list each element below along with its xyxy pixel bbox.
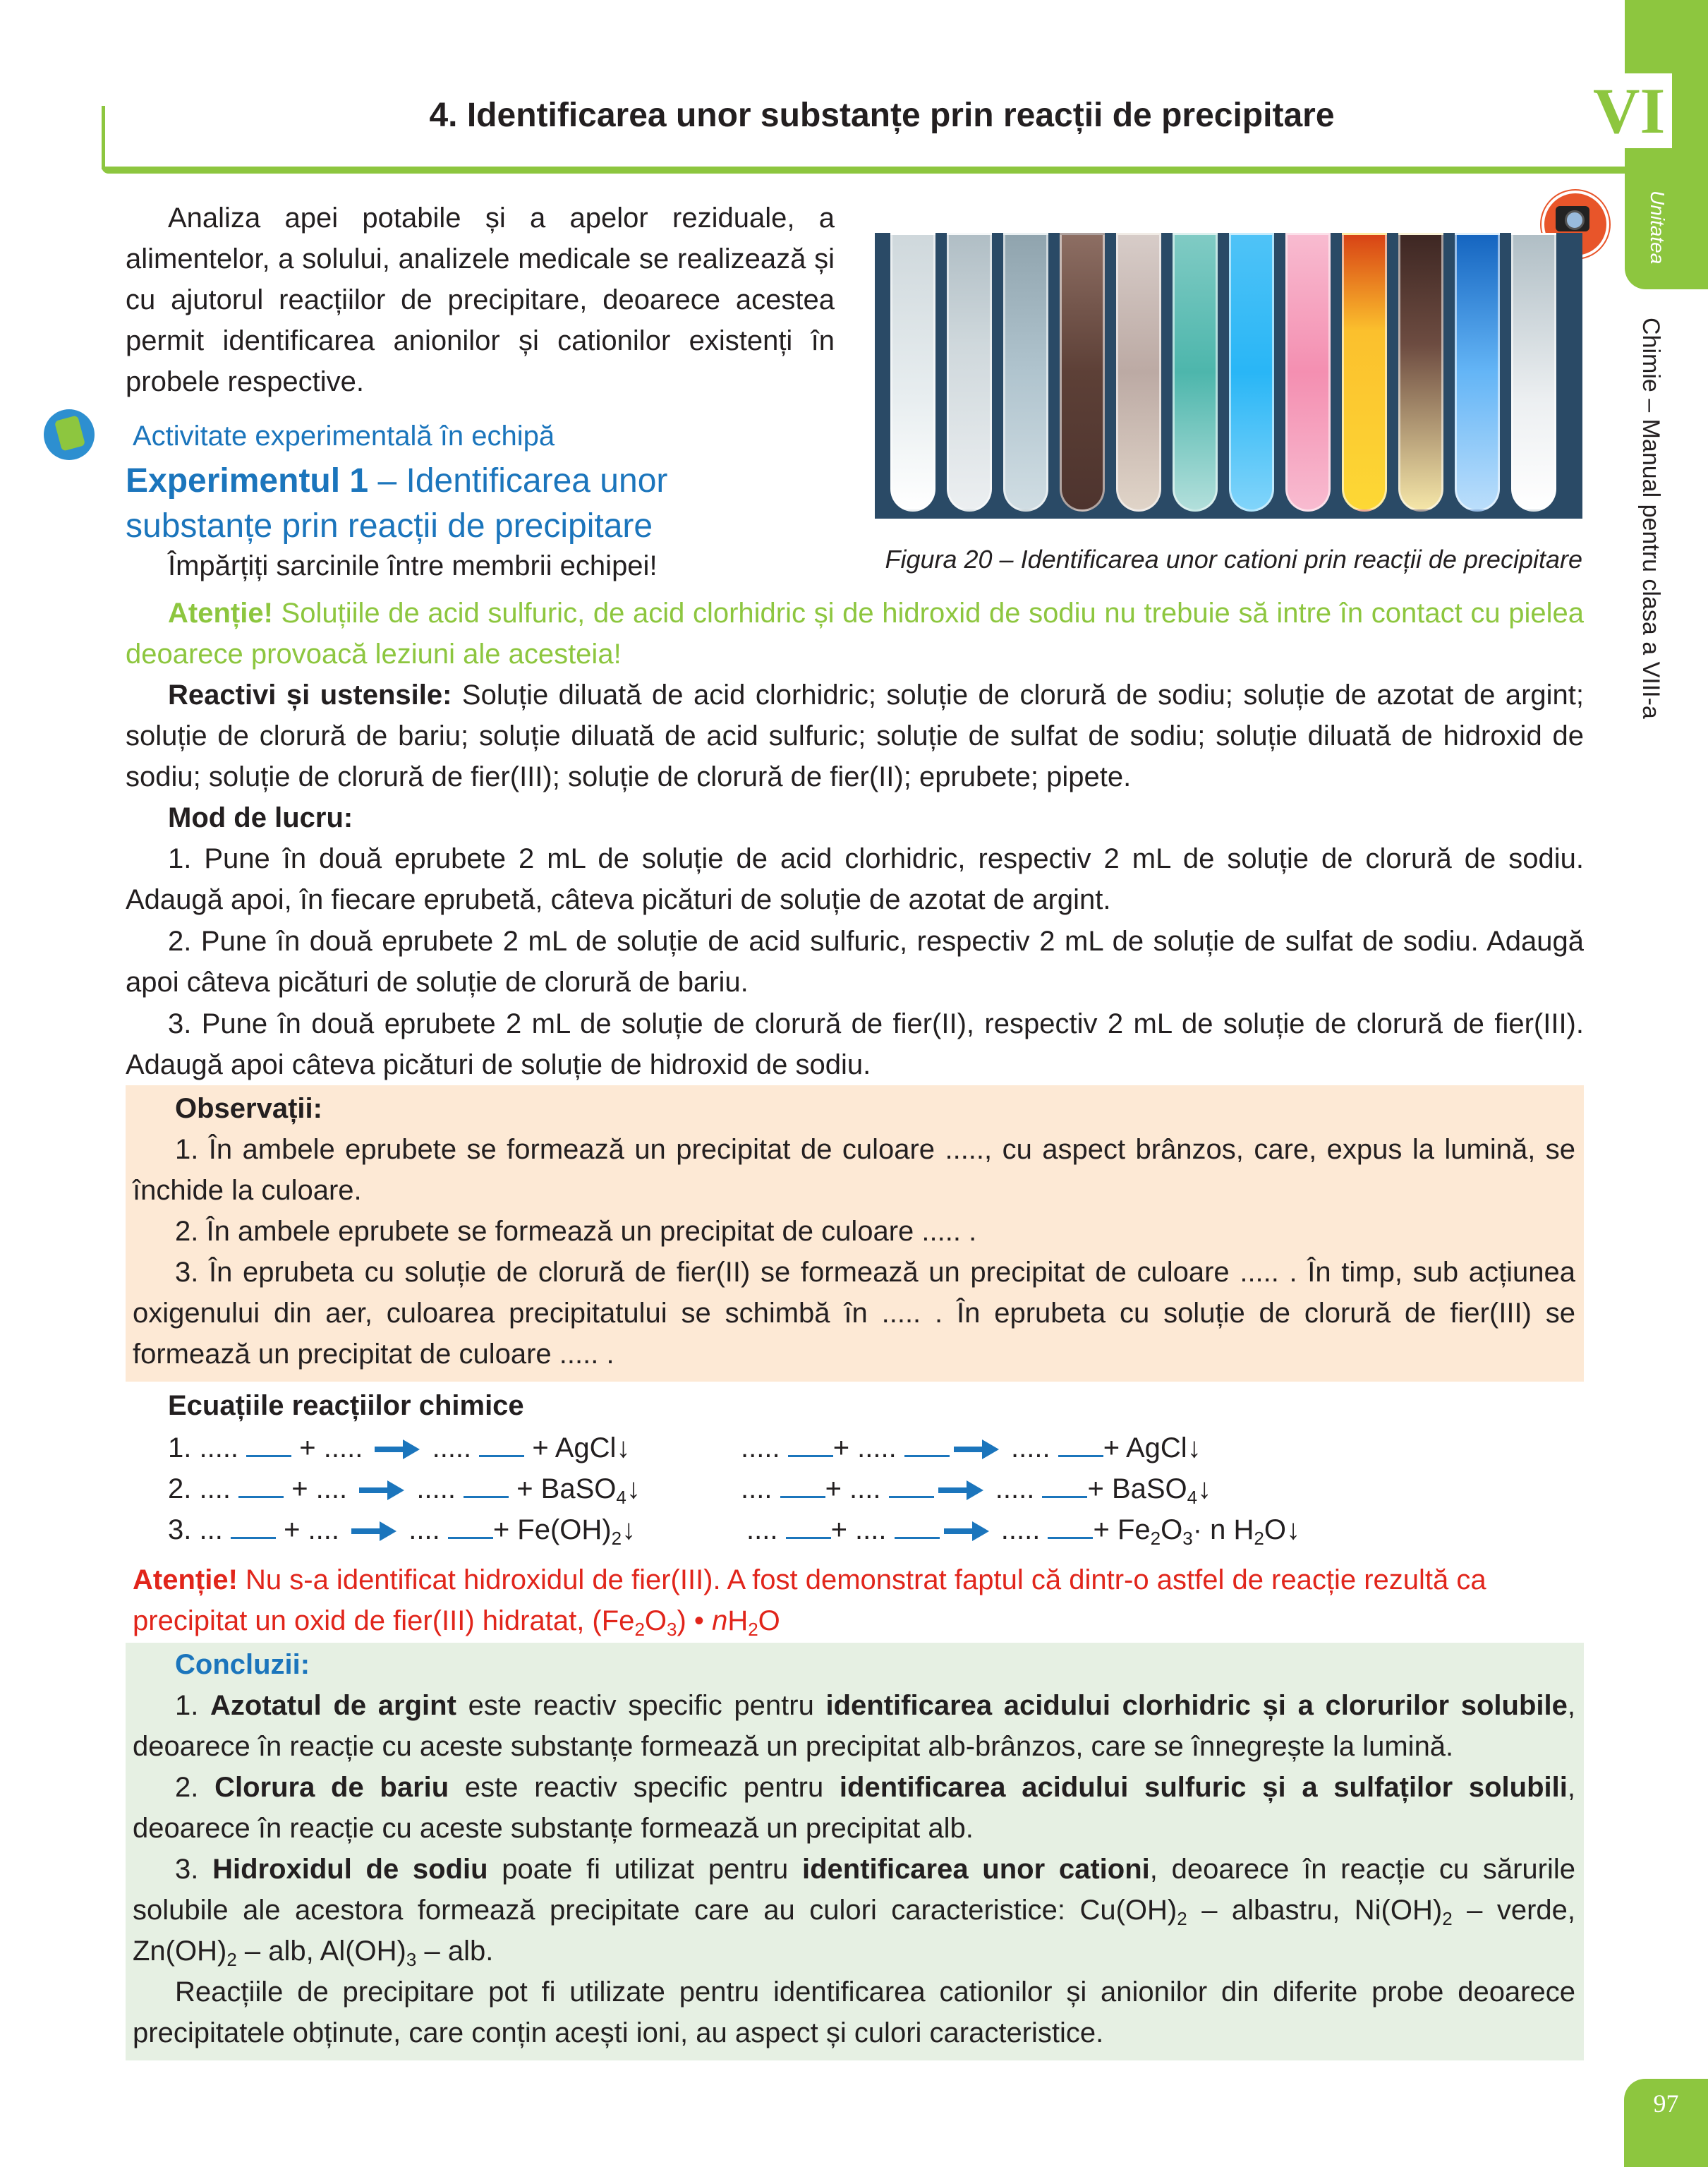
c-text: , deoarece în reacție cu aceste substanțe formează un precipitat alb. <box>133 1772 1575 1844</box>
precipitate-arrow: ↓ <box>622 1514 636 1545</box>
experiment-number: Experimentul 1 <box>126 462 369 500</box>
subscript: 2 <box>634 1619 645 1640</box>
precipitate-arrow: ↓ <box>1197 1473 1212 1504</box>
warning-text: Soluțiile de acid sulfuric, de acid clorhidric și de hidroxid de sodiu nu trebuie să intre în contact cu pielea deoarece provoacă leziuni ale acesteia! <box>126 598 1584 670</box>
equation-1-right <box>741 1432 1201 1464</box>
subscript: 4 <box>1187 1487 1198 1508</box>
test-tube <box>1229 233 1274 512</box>
arrow-icon <box>351 1521 396 1541</box>
eq-product: + Fe(OH) <box>492 1514 612 1545</box>
blank-line <box>238 1475 284 1498</box>
test-tube <box>1116 233 1161 512</box>
test-tube <box>1455 233 1500 512</box>
eq-coef: ..... <box>1000 1514 1041 1545</box>
header-rule <box>102 167 1633 174</box>
arrow-icon <box>375 1439 420 1459</box>
c-bold: Clorura de bariu <box>214 1772 449 1803</box>
c-bold: Hidroxidul de sodiu <box>212 1854 488 1885</box>
eq-product: + AgCl↓ <box>532 1432 631 1463</box>
reagents-paragraph <box>126 675 1584 797</box>
method-label: Mod de lucru: <box>168 802 353 833</box>
blank-line <box>1058 1434 1103 1457</box>
c-text: , deoarece în reacție cu sărurile solubile ale acestora formează precipitate care au culori caracteristice: Cu(OH) <box>133 1854 1575 1926</box>
subscript: 2 <box>611 1528 622 1549</box>
test-tube <box>1511 233 1556 512</box>
blank-line <box>1048 1516 1093 1539</box>
test-tube <box>1342 233 1387 512</box>
c-text: este reactiv specific pentru <box>456 1690 826 1721</box>
equation-2-left <box>168 1473 641 1508</box>
blank-line <box>904 1434 950 1457</box>
eq-coef: + .... <box>830 1514 887 1545</box>
equation-3-right <box>746 1514 1300 1549</box>
conclusions-content <box>133 1644 1575 2053</box>
conclusion-final: Reacțiile de precipitare pot fi utilizate pentru identificarea cationilor și anionilor din diferite probe deoarece precipitatele obținute, care conțin acești ioni, au aspect și culori caracteristice. <box>133 1976 1575 2048</box>
blank-line <box>479 1434 524 1457</box>
eq-coef: 1. ..... <box>168 1432 239 1463</box>
eq-coef: .... <box>741 1473 773 1504</box>
c-text: – albastru, Ni(OH) <box>1187 1895 1443 1926</box>
c-text: – verde, Zn(OH) <box>133 1895 1575 1967</box>
note-text: O <box>644 1605 667 1636</box>
eq-coef: ..... <box>741 1432 780 1463</box>
header-rule-vertical <box>102 106 105 169</box>
eq-coef: ..... <box>1011 1432 1050 1463</box>
c-text: – alb, Al(OH) <box>236 1936 406 1967</box>
eq-coef: .... <box>746 1514 778 1545</box>
arrow-icon <box>954 1439 999 1459</box>
subscript: 2 <box>1442 1908 1453 1929</box>
equations-label: Ecuațiile reacțiilor chimice <box>168 1390 524 1421</box>
c-text: este reactiv specific pentru <box>449 1772 840 1803</box>
subscript: 3 <box>667 1619 677 1640</box>
eq-coef: 3. ... <box>168 1514 223 1545</box>
subscript: 2 <box>1254 1528 1264 1549</box>
safety-warning <box>126 593 1584 675</box>
unit-label: Unitatea <box>1647 191 1668 265</box>
note-text: O <box>758 1605 780 1636</box>
eq-product: + BaSO <box>1087 1473 1187 1504</box>
conclusions-label: Concluzii: <box>175 1649 310 1680</box>
reagents-text: Soluție diluată de acid clorhidric; soluție de clorură de sodiu; soluție de azotat de argint; soluție de clorură de bariu; soluție diluată de acid sulfuric; soluție de sulfat de sodiu; soluție diluată de hidroxid de sodiu; soluție de clorură de fier(III); soluție de clorură de fier(II); eprubete; pipete. <box>126 680 1584 792</box>
blank-line <box>231 1516 276 1539</box>
eq-product: O <box>1161 1514 1183 1545</box>
test-tubes-photo <box>875 233 1582 519</box>
iron-hydroxide-note <box>133 1559 1584 1641</box>
observation-2: 2. În ambele eprubete se formează un precipitat de culoare ..... . <box>175 1216 977 1247</box>
eq-product: · n H <box>1192 1514 1254 1545</box>
equation-2-right <box>741 1473 1212 1508</box>
intro-paragraph: Analiza apei potabile și a apelor reziduale, a alimentelor, a solului, analizele medicale se realizează și cu ajutorul reacțiilor de precipitare, deoarece acestea permit identificarea anionilor și cationilor existenți în probele respective. <box>126 203 835 397</box>
arrow-icon <box>938 1480 983 1500</box>
blank-line <box>786 1516 831 1539</box>
precipitate-arrow: O↓ <box>1264 1514 1300 1545</box>
blank-line <box>788 1434 833 1457</box>
eq-product: + AgCl↓ <box>1103 1432 1201 1463</box>
subscript: 2 <box>226 1949 237 1970</box>
test-tube <box>1285 233 1331 512</box>
blank-line <box>448 1516 493 1539</box>
step-1: 1. Pune în două eprubete 2 mL de soluție de acid clorhidric, respectiv 2 mL de soluție de clorură de sodiu. Adaugă apoi, în fiecare eprubetă, câteva picături de soluție de azotat de argint. <box>126 843 1584 915</box>
camera-lens-icon <box>1565 210 1585 230</box>
c-text: 2. <box>175 1772 215 1803</box>
step-2: 2. Pune în două eprubete 2 mL de soluție de acid sulfuric, respectiv 2 mL de soluție de sulfat de sodiu. Adaugă apoi câteva picături de soluție de clorură de bariu. <box>126 926 1584 998</box>
arrow-icon <box>944 1521 989 1541</box>
test-tube <box>1060 233 1105 512</box>
precipitate-arrow: ↓ <box>626 1473 641 1504</box>
eq-coef: .... <box>408 1514 440 1545</box>
test-tube <box>1173 233 1218 512</box>
eq-coef: ..... <box>416 1473 456 1504</box>
eq-coef: + ..... <box>299 1432 363 1463</box>
subscript: 2 <box>748 1619 758 1640</box>
experiment-name: – Identificarea unor substanțe prin reacții de precipitare <box>126 462 668 545</box>
eq-coef: + ..... <box>832 1432 897 1463</box>
blank-line <box>246 1434 291 1457</box>
equation-3-left <box>168 1514 636 1549</box>
observations-label: Observații: <box>175 1093 322 1124</box>
conclusion-3 <box>133 1849 1575 1972</box>
activity-label: Activitate experimentală în echipă <box>133 421 555 452</box>
note-text: Nu s-a identificat hidroxidul de fier(III). A fost demonstrat faptul că dintr-o astfel de reacție rezultă ca precipitat un oxid de fier(III) hidratat, (Fe <box>133 1564 1486 1636</box>
subscript: 3 <box>406 1949 417 1970</box>
blank-line <box>464 1475 509 1498</box>
c-text: 1. <box>175 1690 211 1721</box>
team-instruction: Împărțiți sarcinile între membrii echipei! <box>168 550 658 581</box>
c-bold: Azotatul de argint <box>210 1690 456 1721</box>
c-text: , deoarece în reacție cu aceste substanțe formează un precipitat alb-brânzos, care se înnegrește la lumină. <box>133 1690 1575 1762</box>
reagents-label: Reactivi și ustensile: <box>168 680 452 711</box>
test-tube <box>1003 233 1048 512</box>
c-text: 3. <box>175 1854 213 1885</box>
note-label: Atenție! <box>133 1564 238 1595</box>
c-text: poate fi utilizat pentru <box>487 1854 802 1885</box>
eq-product: + Fe <box>1093 1514 1151 1545</box>
observation-1: 1. În ambele eprubete se formează un precipitat de culoare ....., cu aspect brânzos, care, expus la lumină, se închide la culoare. <box>133 1134 1575 1206</box>
c-bold: identificarea unor cationi <box>801 1854 1150 1885</box>
observations-content <box>133 1088 1575 1375</box>
eq-coef: 2. .... <box>168 1473 231 1504</box>
observation-3: 3. În eprubeta cu soluție de clorură de fier(II) se formează un precipitat de culoare ..... . În timp, sub acțiunea oxigenului din aer, culoarea precipitatului se schimbă în ..... . În eprubeta cu soluție de clorură de fier(III) se formează un precipitat de culoare ..... . <box>133 1257 1575 1370</box>
eq-coef: + .... <box>291 1473 348 1504</box>
blank-line <box>1042 1475 1087 1498</box>
eq-product: + BaSO <box>516 1473 617 1504</box>
c-text: – alb. <box>416 1936 494 1967</box>
page-number: 97 <box>1653 2089 1679 2118</box>
eq-coef: ..... <box>432 1432 472 1463</box>
warning-label: Atenție! <box>168 598 273 629</box>
experiment-title <box>126 459 761 549</box>
arrow-icon <box>359 1480 404 1500</box>
eq-coef: + .... <box>284 1514 339 1545</box>
figure-caption: Figura 20 – Identificarea unor cationi prin reacții de precipitare <box>885 545 1582 574</box>
subscript: 2 <box>1150 1528 1161 1549</box>
subscript: 2 <box>1177 1908 1187 1929</box>
note-italic: n <box>712 1605 728 1636</box>
subscript: 4 <box>616 1487 626 1508</box>
blank-line <box>895 1516 940 1539</box>
equation-1-left <box>168 1432 630 1464</box>
c-bold: identificarea acidului sulfuric și a sulfaților solubili <box>839 1772 1568 1803</box>
eq-coef: + .... <box>825 1473 881 1504</box>
blank-line <box>780 1475 825 1498</box>
conclusion-1 <box>133 1685 1575 1767</box>
eq-coef: ..... <box>995 1473 1035 1504</box>
book-title-vertical: Chimie – Manual pentru clasa a VIII-a <box>1637 318 1664 719</box>
test-tube <box>890 233 935 512</box>
test-tube <box>1398 233 1443 512</box>
c-bold: identificarea acidului clorhidric și a clorurilor solubile <box>825 1690 1568 1721</box>
step-3: 3. Pune în două eprubete 2 mL de soluție de clorură de fier(II), respectiv 2 mL de soluție de clorură de fier(III). Adaugă apoi câteva picături de soluție de hidroxid de sodiu. <box>126 1008 1584 1080</box>
unit-number: VI <box>1586 73 1672 148</box>
note-text: H <box>727 1605 749 1636</box>
blank-line <box>889 1475 934 1498</box>
conclusion-2 <box>133 1767 1575 1849</box>
lesson-title: 4. Identificarea unor substanțe prin reacții de precipitare <box>429 97 1335 134</box>
note-text: ) • <box>677 1605 713 1636</box>
test-tube <box>947 233 992 512</box>
subscript: 3 <box>1182 1528 1193 1549</box>
